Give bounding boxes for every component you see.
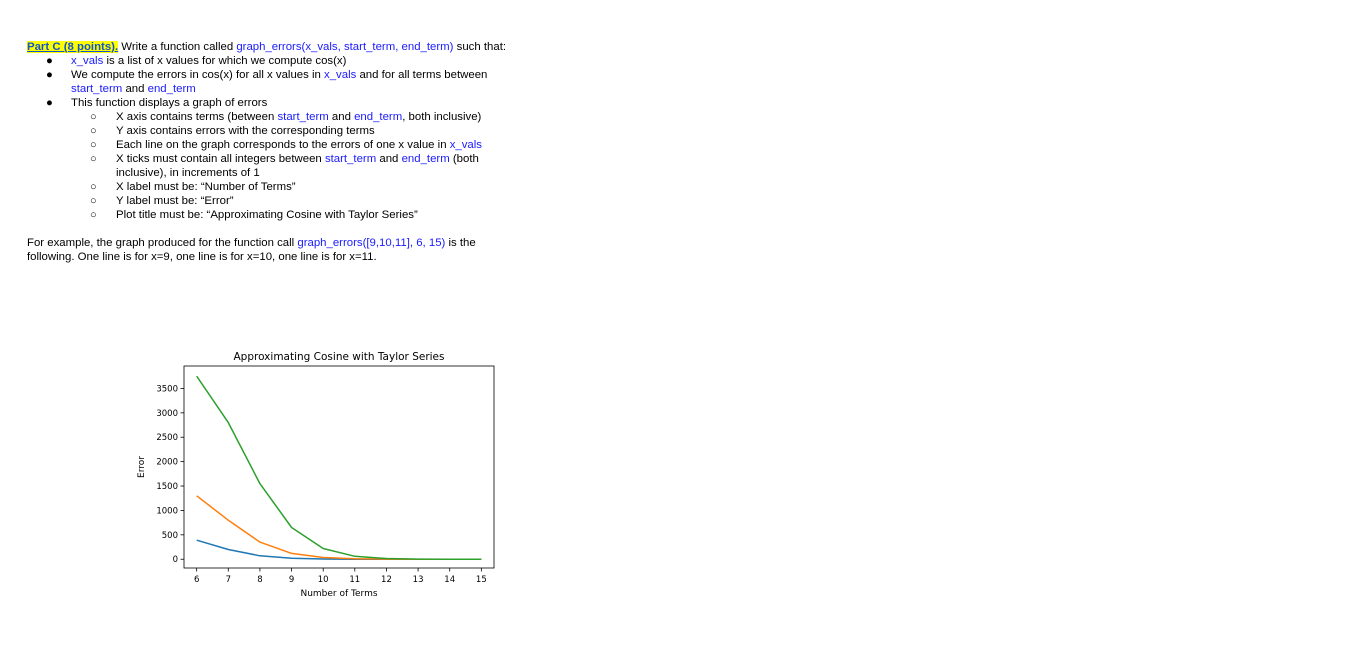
bullet-dot-icon: ● (46, 97, 53, 109)
x-tick-label: 9 (288, 575, 295, 585)
item-text: Y axis contains errors with the corresponding terms (116, 125, 375, 137)
item-text: This function displays a graph of errors (71, 97, 268, 109)
bullet-circle-icon: ○ (90, 181, 97, 193)
item-text: and (328, 111, 355, 123)
x-tick-label: 7 (225, 575, 231, 585)
intro-text: Write a function called (118, 41, 237, 53)
y-tick-label: 3500 (156, 384, 178, 395)
code-text: x_vals (449, 139, 482, 151)
example-text: For example, the graph produced for the function call (27, 237, 298, 249)
code-text: start_term (324, 153, 377, 165)
item-text: is a list of x values for which we compute cos(x) (103, 55, 347, 67)
item-text: X ticks must contain all integers between (116, 153, 325, 165)
error-line-chart (130, 346, 500, 606)
y-axis-label: Error (137, 456, 147, 478)
y-tick-label: 2000 (156, 457, 178, 468)
code-text: start_term (71, 83, 123, 95)
item-text: and (376, 153, 402, 165)
part-heading (27, 40, 667, 54)
sub-list-item (27, 208, 667, 222)
axes-frame (184, 366, 494, 568)
bullet-circle-icon: ○ (90, 111, 97, 123)
y-tick-label: 1500 (156, 482, 178, 493)
y-tick-label: 0 (172, 555, 178, 566)
item-text: and for all terms between (356, 69, 488, 81)
series-line-1 (197, 540, 482, 559)
item-text: X label must be: “Number of Terms” (116, 181, 296, 193)
bullet-dot-icon: ● (46, 55, 53, 67)
series-line-2 (197, 496, 482, 559)
sub-list-item (27, 124, 667, 138)
list-item (27, 96, 667, 222)
requirements-list (27, 54, 667, 222)
sub-list-item (27, 194, 667, 208)
code-text: start_term (277, 111, 329, 123)
sub-list-item (27, 138, 667, 152)
y-tick-label: 2500 (156, 433, 178, 444)
item-text: inclusive), in increments of 1 (116, 167, 260, 179)
code-text: end_term (354, 111, 403, 123)
bullet-circle-icon: ○ (90, 139, 97, 151)
code-text: x_vals (324, 69, 357, 81)
example-text: following. One line is for x=9, one line is for x=10, one line is for x=11. (27, 251, 377, 263)
sub-list-item (27, 110, 667, 124)
x-tick-label: 11 (349, 575, 361, 585)
example-text: is the (445, 237, 476, 249)
x-tick-label: 8 (257, 575, 263, 585)
item-text: Each line on the graph corresponds to the errors of one x value in (116, 139, 450, 151)
plot-layer (156, 376, 486, 585)
y-tick-label: 3000 (156, 408, 178, 419)
x-tick-label: 12 (381, 575, 392, 585)
x-tick-label: 6 (193, 575, 200, 585)
list-item (27, 54, 667, 68)
problem-document (27, 40, 667, 264)
x-axis-label: Number of Terms (300, 589, 378, 599)
y-tick-label: 500 (161, 530, 178, 541)
code-text: end_term (147, 83, 196, 95)
intro-text-end: such that: (453, 41, 507, 53)
sub-requirements-list (71, 110, 667, 222)
bullet-dot-icon: ● (46, 69, 53, 81)
bullet-circle-icon: ○ (90, 209, 97, 221)
part-label: Part C (8 points). (27, 41, 119, 53)
sub-list-item (27, 180, 667, 194)
x-tick-label: 10 (317, 575, 329, 585)
function-signature: graph_errors(x_vals, start_term, end_term) (236, 41, 454, 53)
item-text: , both inclusive) (402, 111, 482, 123)
example-paragraph (27, 236, 667, 264)
list-item (27, 68, 667, 96)
bullet-circle-icon: ○ (90, 153, 97, 165)
code-text: graph_errors([9,10,11], 6, 15) (297, 237, 446, 249)
bullet-circle-icon: ○ (90, 125, 97, 137)
code-text: x_vals (71, 55, 104, 67)
y-tick-label: 1000 (156, 506, 178, 517)
item-text: We compute the errors in cos(x) for all x values in (71, 69, 325, 81)
chart-title: Approximating Cosine with Taylor Series (233, 351, 445, 363)
x-tick-label: 13 (412, 575, 424, 585)
code-text: end_term (401, 153, 450, 165)
item-text: Y label must be: “Error” (116, 195, 234, 207)
series-line-3 (197, 376, 482, 559)
sub-list-item (27, 152, 667, 180)
x-tick-label: 15 (475, 575, 487, 585)
bullet-circle-icon: ○ (90, 195, 97, 207)
item-text: X axis contains terms (between (116, 111, 278, 123)
item-text: and (122, 83, 148, 95)
x-tick-label: 14 (444, 575, 456, 585)
item-text: (both (449, 153, 479, 165)
item-text: Plot title must be: “Approximating Cosine with Taylor Series” (116, 209, 418, 221)
